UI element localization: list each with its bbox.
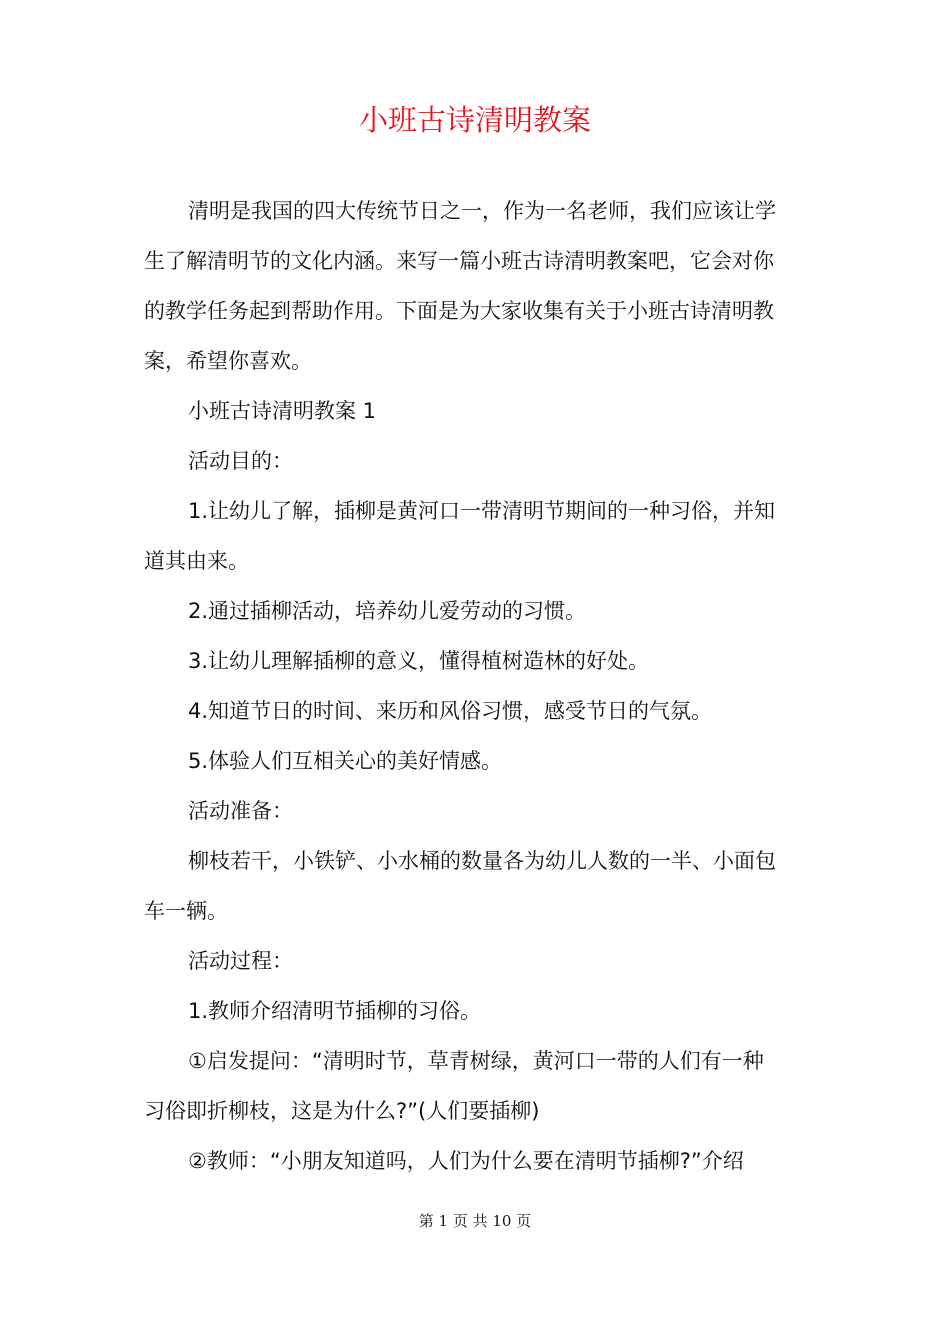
text-line: 活动过程： (188, 949, 293, 973)
text-line: 的教学任务起到帮助作用。下面是为大家收集有关于小班古诗清明教 (144, 299, 774, 323)
text-line: 车一辆。 (144, 899, 228, 923)
text-line: 活动目的： (188, 449, 293, 473)
text-line: 清明是我国的四大传统节日之一，作为一名老师，我们应该让学 (188, 199, 776, 223)
text-line: 2.通过插柳活动，培养幼儿爱劳动的习惯。 (188, 599, 587, 623)
text-line: 生了解清明节的文化内涵。来写一篇小班古诗清明教案吧，它会对你 (144, 249, 774, 273)
text-line: ②教师：“小朋友知道吗，人们为什么要在清明节插柳?”介绍 (188, 1149, 744, 1173)
text-line: 小班古诗清明教案 1 (188, 399, 377, 423)
text-line: 柳枝若干，小铁铲、小水桶的数量各为幼儿人数的一半、小面包 (188, 849, 776, 873)
document-title: 小班古诗清明教案 (358, 103, 591, 137)
text-line: 4.知道节日的时间、来历和风俗习惯，感受节日的气氛。 (188, 699, 713, 723)
document-body (144, 186, 816, 1186)
text-line: 1.教师介绍清明节插柳的习俗。 (188, 999, 482, 1023)
text-line: 活动准备： (188, 799, 293, 823)
page-footer: 第 1 页 共 10 页 (418, 1212, 532, 1230)
text-line: 1.让幼儿了解，插柳是黄河口一带清明节期间的一种习俗，并知 (188, 499, 776, 523)
text-line: 案，希望你喜欢。 (144, 349, 312, 373)
text-line: 3.让幼儿理解插柳的意义，懂得植树造林的好处。 (188, 649, 650, 673)
text-line: 道其由来。 (144, 549, 249, 573)
text-line: ①启发提问：“清明时节，草青树绿，黄河口一带的人们有一种 (188, 1049, 764, 1073)
text-line: 习俗即折柳枝，这是为什么?”(人们要插柳) (144, 1099, 540, 1123)
text-line: 5.体验人们互相关心的美好情感。 (188, 749, 503, 773)
